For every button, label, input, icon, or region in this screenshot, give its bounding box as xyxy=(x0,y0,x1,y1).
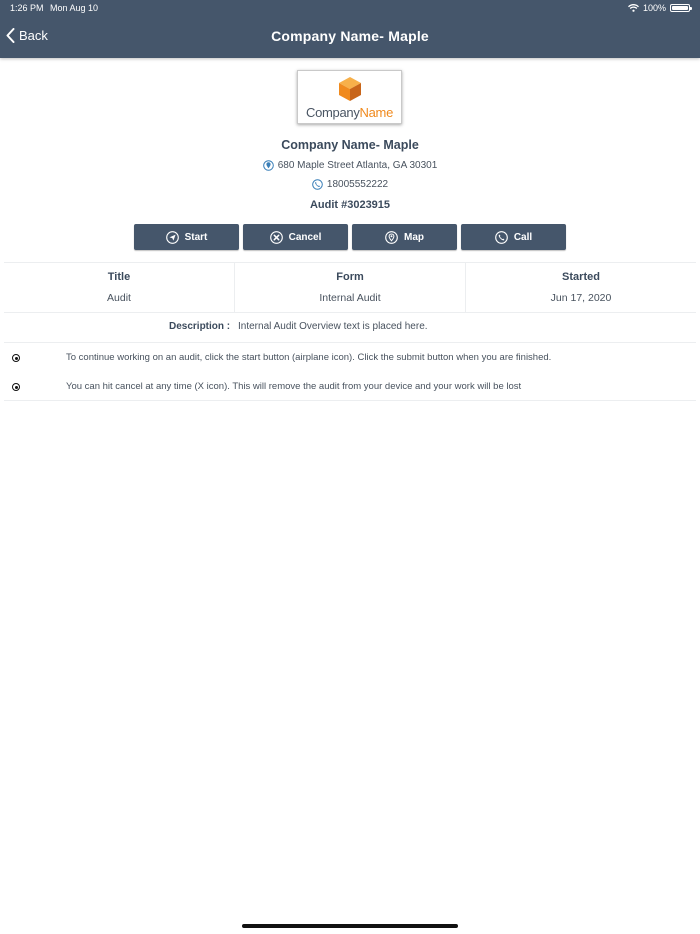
bullet-icon xyxy=(12,383,20,391)
address-text: 680 Maple Street Atlanta, GA 30301 xyxy=(277,160,438,171)
phone-line xyxy=(0,179,700,190)
call-button-label: Call xyxy=(513,231,533,243)
audit-number: Audit #3023915 xyxy=(309,199,391,211)
phone-call-icon xyxy=(495,231,508,244)
table-column-form xyxy=(234,263,465,312)
logo-name-word: Name xyxy=(359,105,394,120)
cancel-button-label: Cancel xyxy=(288,231,322,243)
description-text: Internal Audit Overview text is placed here. xyxy=(238,321,428,332)
battery-percent: 100% xyxy=(642,3,666,13)
wifi-icon xyxy=(628,4,639,12)
location-pin-icon xyxy=(263,160,274,171)
company-logo xyxy=(297,70,402,124)
instruction-text: To continue working on an audit, click the start button (airplane icon). Click the submit button when you are finished. xyxy=(66,352,552,363)
company-name: Company Name- Maple xyxy=(281,138,419,152)
call-button[interactable] xyxy=(461,224,566,250)
table-column-title xyxy=(4,263,234,312)
back-button[interactable] xyxy=(6,28,48,43)
map-button-label: Map xyxy=(404,231,424,243)
start-button-label: Start xyxy=(184,231,208,243)
description-row xyxy=(4,312,696,343)
battery-icon xyxy=(670,4,690,12)
column-header: Started xyxy=(562,271,600,283)
column-header: Title xyxy=(107,271,131,283)
page-title: Company Name- Maple xyxy=(271,28,429,44)
column-value: Internal Audit xyxy=(319,292,381,304)
description-label: Description : xyxy=(169,321,231,332)
home-indicator[interactable] xyxy=(242,924,458,928)
phone-text[interactable]: 18005552222 xyxy=(326,179,389,190)
bullet-icon xyxy=(12,354,20,362)
instruction-list xyxy=(4,343,696,401)
chevron-left-icon xyxy=(6,28,15,43)
audit-details-table xyxy=(4,262,696,313)
map-pin-icon xyxy=(385,231,398,244)
list-item xyxy=(4,351,696,371)
status-time: 1:26 PM xyxy=(10,3,44,13)
start-button[interactable] xyxy=(134,224,239,250)
logo-company-word: Company xyxy=(305,105,360,120)
column-header: Form xyxy=(336,271,364,283)
map-button[interactable] xyxy=(352,224,457,250)
paper-plane-icon xyxy=(166,231,179,244)
address-line xyxy=(0,160,700,171)
close-circle-icon xyxy=(270,231,283,244)
instruction-text: You can hit cancel at any time (X icon). This will remove the audit from your device and your work will be lost xyxy=(66,381,522,392)
phone-icon xyxy=(312,179,323,190)
cancel-button[interactable] xyxy=(243,224,348,250)
navigation-header xyxy=(0,0,700,58)
logo-wordmark xyxy=(298,105,401,120)
table-column-started xyxy=(465,263,696,312)
status-indicators xyxy=(628,3,690,13)
list-item xyxy=(4,380,696,400)
cube-logo-icon xyxy=(338,76,362,102)
back-label: Back xyxy=(19,28,48,43)
status-date: Mon Aug 10 xyxy=(50,3,99,13)
column-value: Audit xyxy=(107,292,131,304)
column-value: Jun 17, 2020 xyxy=(550,292,612,304)
